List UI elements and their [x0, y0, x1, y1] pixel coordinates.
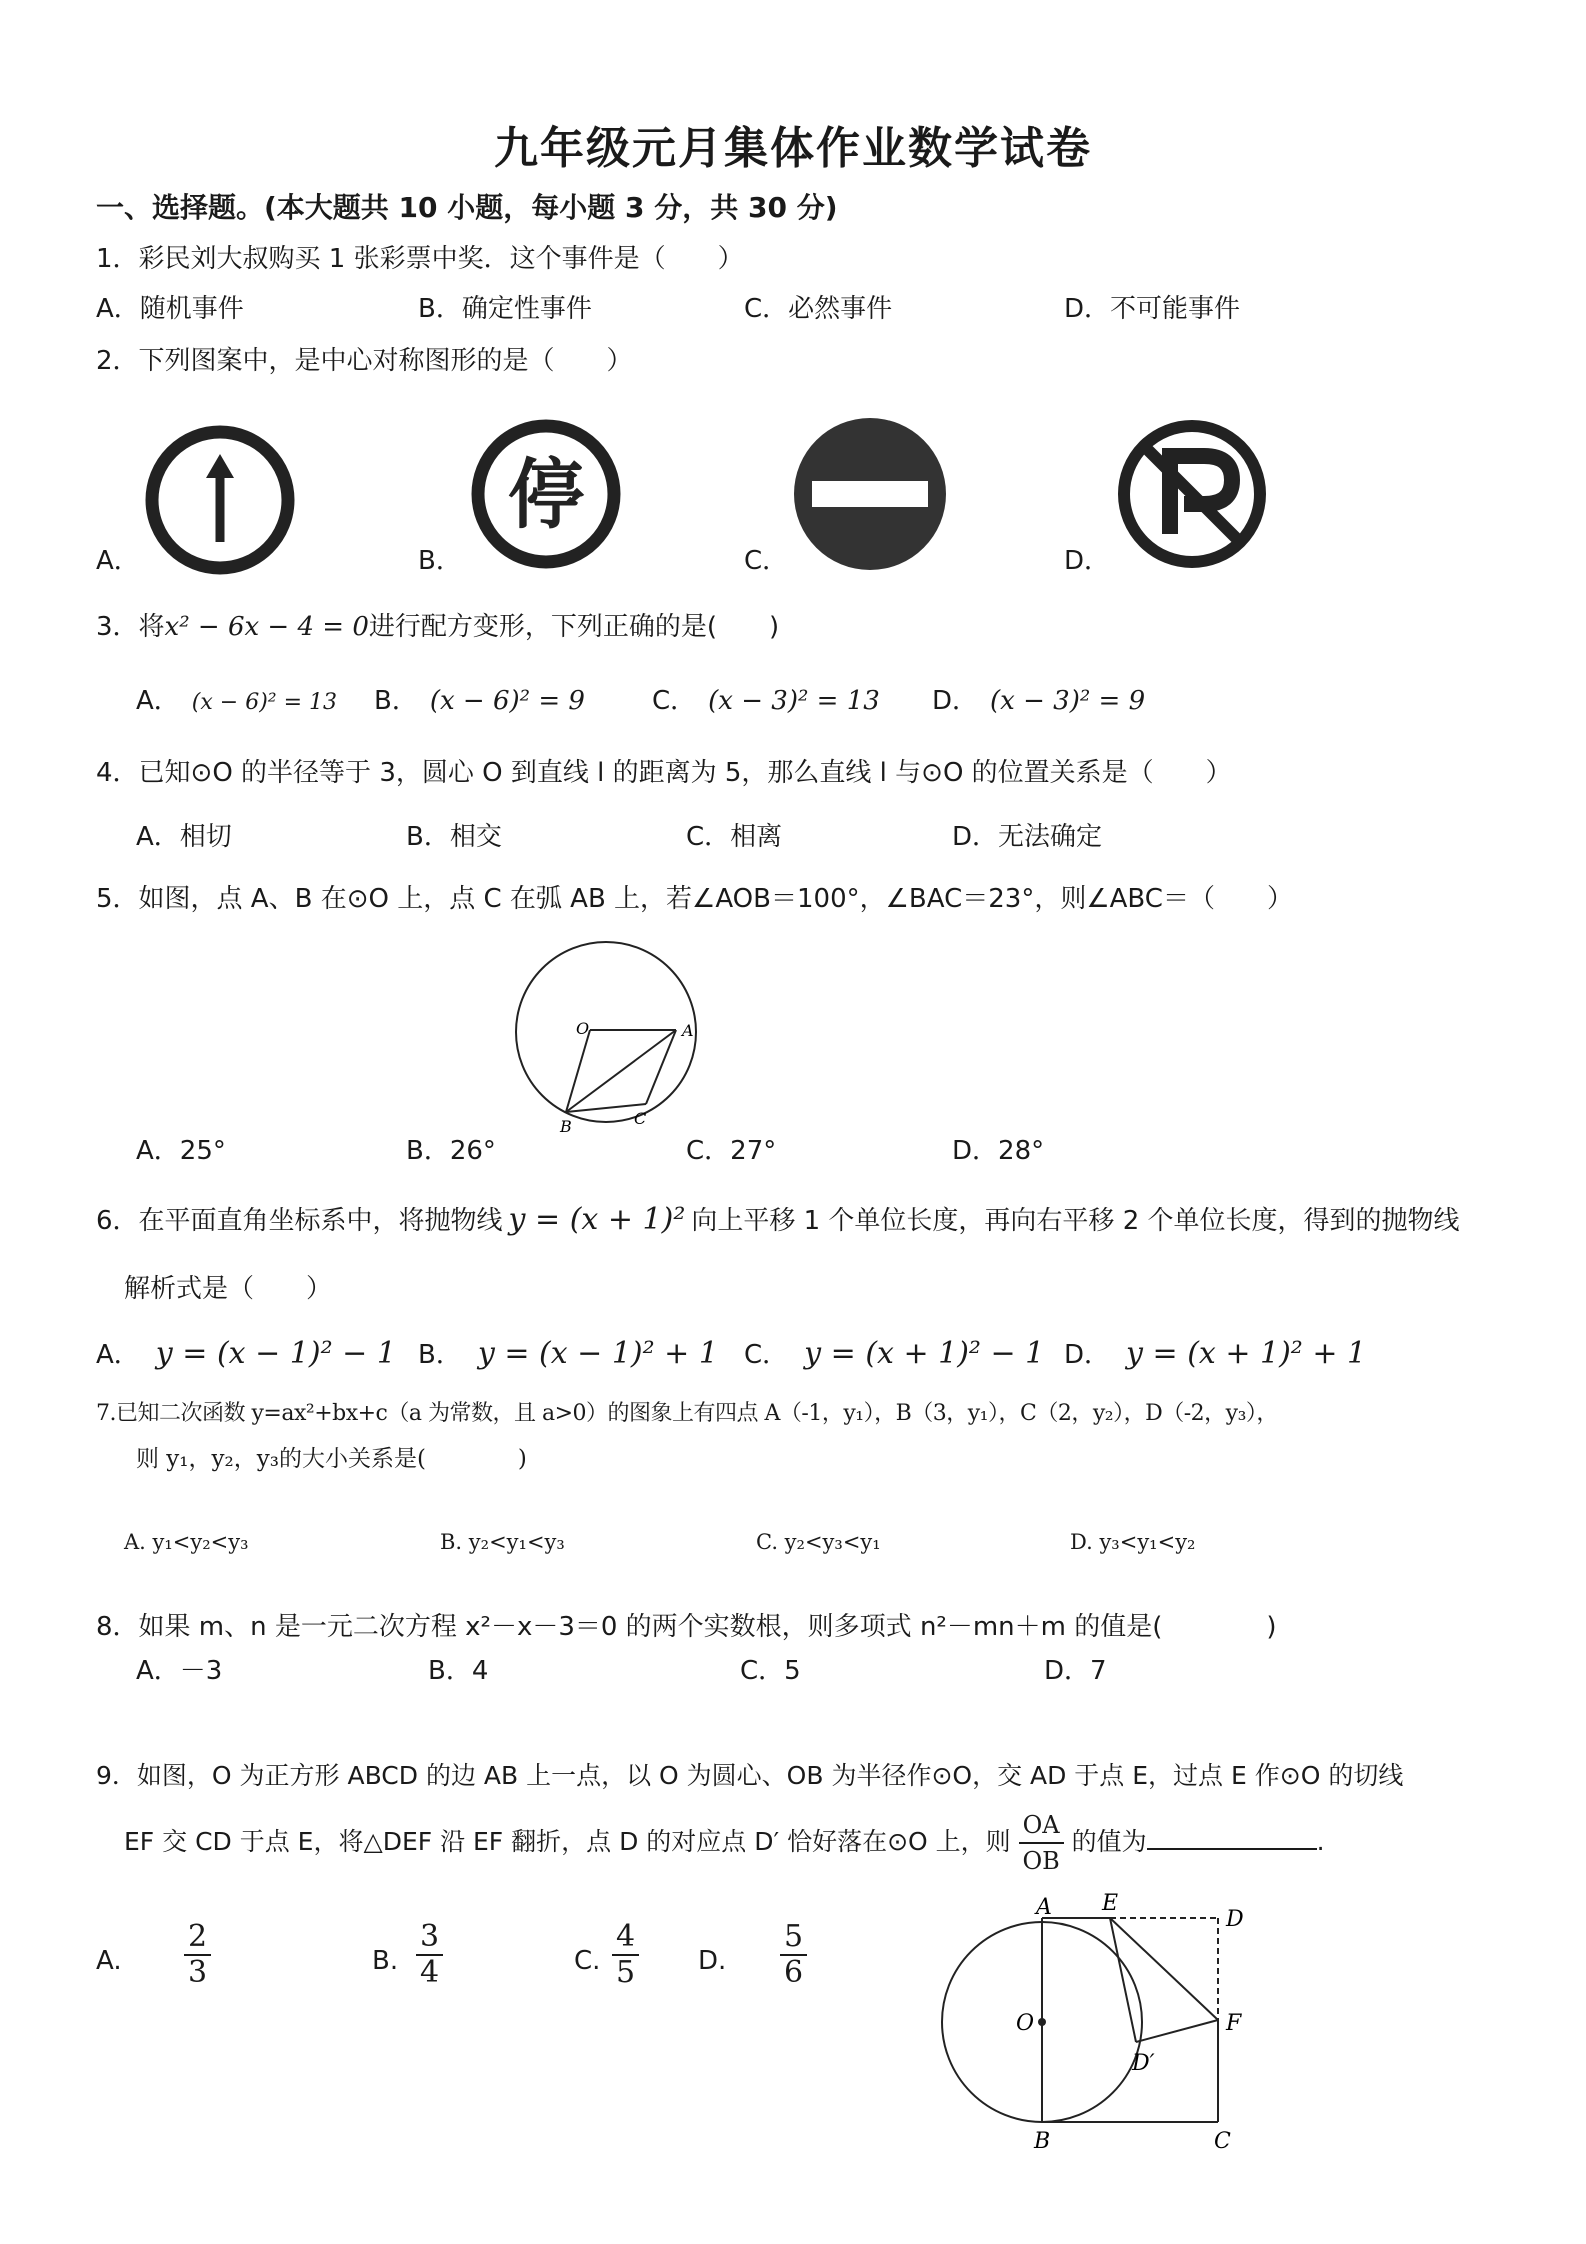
q8-option-b: B．4	[428, 1656, 489, 1686]
sign-stop-char: 停	[508, 450, 584, 539]
q5-option-d: D．28°	[952, 1136, 1045, 1166]
q9-option-d: D.	[698, 1946, 727, 1976]
q7-option-a: A. y₁<y₂<y₃	[124, 1530, 249, 1554]
q6-option-d: D． y = (x + 1)² + 1	[1064, 1336, 1367, 1371]
q3-expr-b: (x − 6)² = 9	[429, 686, 585, 716]
q9-answer-blank[interactable]	[1147, 1824, 1317, 1850]
q4-option-c: C．相离	[686, 822, 783, 852]
q8-option-a: A．－3	[136, 1656, 223, 1686]
q3-expr-c: (x − 3)² = 13	[708, 686, 880, 716]
sign-no-entry-icon	[790, 414, 950, 574]
q9-option-a: A.	[96, 1946, 122, 1976]
q9-option-b: B.	[372, 1946, 399, 1976]
q2-option-d: D．	[1064, 546, 1111, 576]
q9-square-circle-diagram	[930, 1890, 1260, 2150]
q9-frac-a: $\frac{2}{3}$	[184, 1920, 211, 1990]
q2-option-b: B．	[418, 546, 462, 576]
q1-option-a: A．随机事件	[96, 294, 244, 324]
q5-option-b: B．26°	[406, 1136, 496, 1166]
q6-expr-b: y = (x − 1)² + 1	[477, 1336, 718, 1371]
q7-option-c: C. y₂<y₃<y₁	[756, 1530, 881, 1554]
q6-function: y = (x + 1)²	[508, 1202, 686, 1237]
q7-line1: 7.已知二次函数 y=ax²+bx+c（a 为常数，且 a>0）的图象上有四点 A（-1，y₁），B（3，y₁），C（2，y₂），D（-2，y₃），	[96, 1401, 1278, 1426]
q5-option-a: A．25°	[136, 1136, 226, 1166]
sign-stop-icon	[466, 414, 626, 574]
q3-expr-d: (x − 3)² = 9	[990, 686, 1146, 716]
q5-label-a: A	[682, 1021, 694, 1040]
q2-option-a: A．	[96, 546, 140, 576]
q9-label-c: C	[1214, 2129, 1231, 2150]
q1-option-c: C．必然事件	[744, 294, 893, 324]
q9-frac-b: $\frac{3}{4}$	[416, 1920, 443, 1990]
q9-line1: 9．如图，O 为正方形 ABCD 的边 AB 上一点，以 O 为圆心、OB 为半径作⊙O，交 AD 于点 E，过点 E 作⊙O 的切线	[96, 1761, 1404, 1790]
q3-option-b: B． (x − 6)² = 9	[374, 686, 585, 716]
q6-expr-a: y = (x − 1)² − 1	[155, 1336, 396, 1371]
q5-label-o: O	[576, 1019, 590, 1038]
q3-option-c: C． (x − 3)² = 13	[652, 686, 880, 716]
q5-label-b: B	[560, 1117, 572, 1136]
q6-stem: 6．在平面直角坐标系中，将抛物线 y = (x + 1)² 向上平移 1 个单位长度，再向右平移 2 个单位长度，得到的抛物线	[96, 1202, 1460, 1237]
q9-label-f: F	[1226, 2011, 1242, 2036]
q9-option-c: C.	[574, 1946, 601, 1976]
q8-option-c: C．5	[740, 1656, 801, 1686]
q3-expr-a: (x − 6)² = 13	[191, 690, 338, 715]
q6-option-b: B． y = (x − 1)² + 1	[418, 1336, 718, 1371]
q7-option-b: B. y₂<y₁<y₃	[440, 1530, 565, 1554]
q1-option-b: B．确定性事件	[418, 294, 592, 324]
q3-equation: x² − 6x − 4 = 0	[164, 612, 369, 642]
q9-fraction: $\frac{OA}{OB}$	[1019, 1808, 1064, 1878]
sign-no-parking-icon	[1112, 414, 1272, 574]
q3-tail: 进行配方变形，下列正确的是( )	[368, 612, 780, 642]
q4-option-a: A．相切	[136, 822, 232, 852]
page-title: 九年级元月集体作业数学试卷	[494, 123, 1092, 174]
q9-label-b: B	[1034, 2129, 1051, 2150]
q4-option-d: D．无法确定	[952, 822, 1103, 852]
q9-label-d: D	[1226, 1907, 1244, 1932]
q1-stem: 1．彩民刘大叔购买 1 张彩票中奖．这个事件是（ ）	[96, 244, 744, 274]
q3-option-a: A． (x − 6)² = 13	[136, 686, 338, 716]
q7-line2: 则 y₁，y₂，y₃的大小关系是( )	[136, 1446, 527, 1472]
q9-frac-d: $\frac{5}{6}$	[780, 1920, 807, 1990]
q6-expr-d: y = (x + 1)² + 1	[1126, 1336, 1367, 1371]
q6-expr-c: y = (x + 1)² − 1	[804, 1336, 1045, 1371]
q4-stem: 4．已知⊙O 的半径等于 3，圆心 O 到直线 l 的距离为 5，那么直线 l 与⊙O 的位置关系是（ ）	[96, 758, 1232, 788]
q3-num: 3．将	[96, 612, 165, 642]
section-heading: 一、选择题。(本大题共 10 小题，每小题 3 分，共 30 分)	[96, 191, 838, 224]
q5-label-c: C	[634, 1109, 647, 1128]
q8-option-d: D．7	[1044, 1656, 1107, 1686]
q6-stem-cont: 解析式是（ ）	[124, 1274, 333, 1304]
q2-option-c: C．	[744, 546, 789, 576]
q3-stem	[96, 606, 779, 643]
q9-label-dprime: D′	[1132, 2051, 1155, 2076]
sign-arrow-icon	[140, 420, 300, 580]
q9-label-a: A	[1036, 1895, 1052, 1920]
q6-option-a: A． y = (x − 1)² − 1	[96, 1336, 396, 1371]
q5-circle-diagram	[500, 936, 720, 1136]
q8-stem: 8．如果 m、n 是一元二次方程 x²－x－3＝0 的两个实数根，则多项式 n²－mn＋m 的值是( )	[96, 1612, 1277, 1642]
q9-line2: EF 交 CD 于点 E，将△DEF 沿 EF 翻折，点 D 的对应点 D′ 恰好落在⊙O 上，则 $\frac{OA}{OB}$ 的值为 .	[124, 1808, 1325, 1878]
q9-label-o: O	[1016, 2011, 1035, 2036]
q1-option-d: D．不可能事件	[1064, 294, 1241, 324]
q2-stem: 2．下列图案中，是中心对称图形的是（ ）	[96, 346, 633, 376]
q6-option-c: C． y = (x + 1)² − 1	[744, 1336, 1045, 1371]
q9-label-e: E	[1102, 1891, 1119, 1916]
q5-stem: 5．如图，点 A、B 在⊙O 上，点 C 在弧 AB 上，若∠AOB＝100°，∠BAC＝23°，则∠ABC＝（ ）	[96, 884, 1293, 914]
q4-option-b: B．相交	[406, 822, 502, 852]
q5-option-c: C．27°	[686, 1136, 777, 1166]
q9-frac-c: $\frac{4}{5}$	[612, 1920, 639, 1990]
q3-option-d: D． (x − 3)² = 9	[932, 686, 1146, 716]
q7-option-d: D. y₃<y₁<y₂	[1070, 1530, 1196, 1554]
